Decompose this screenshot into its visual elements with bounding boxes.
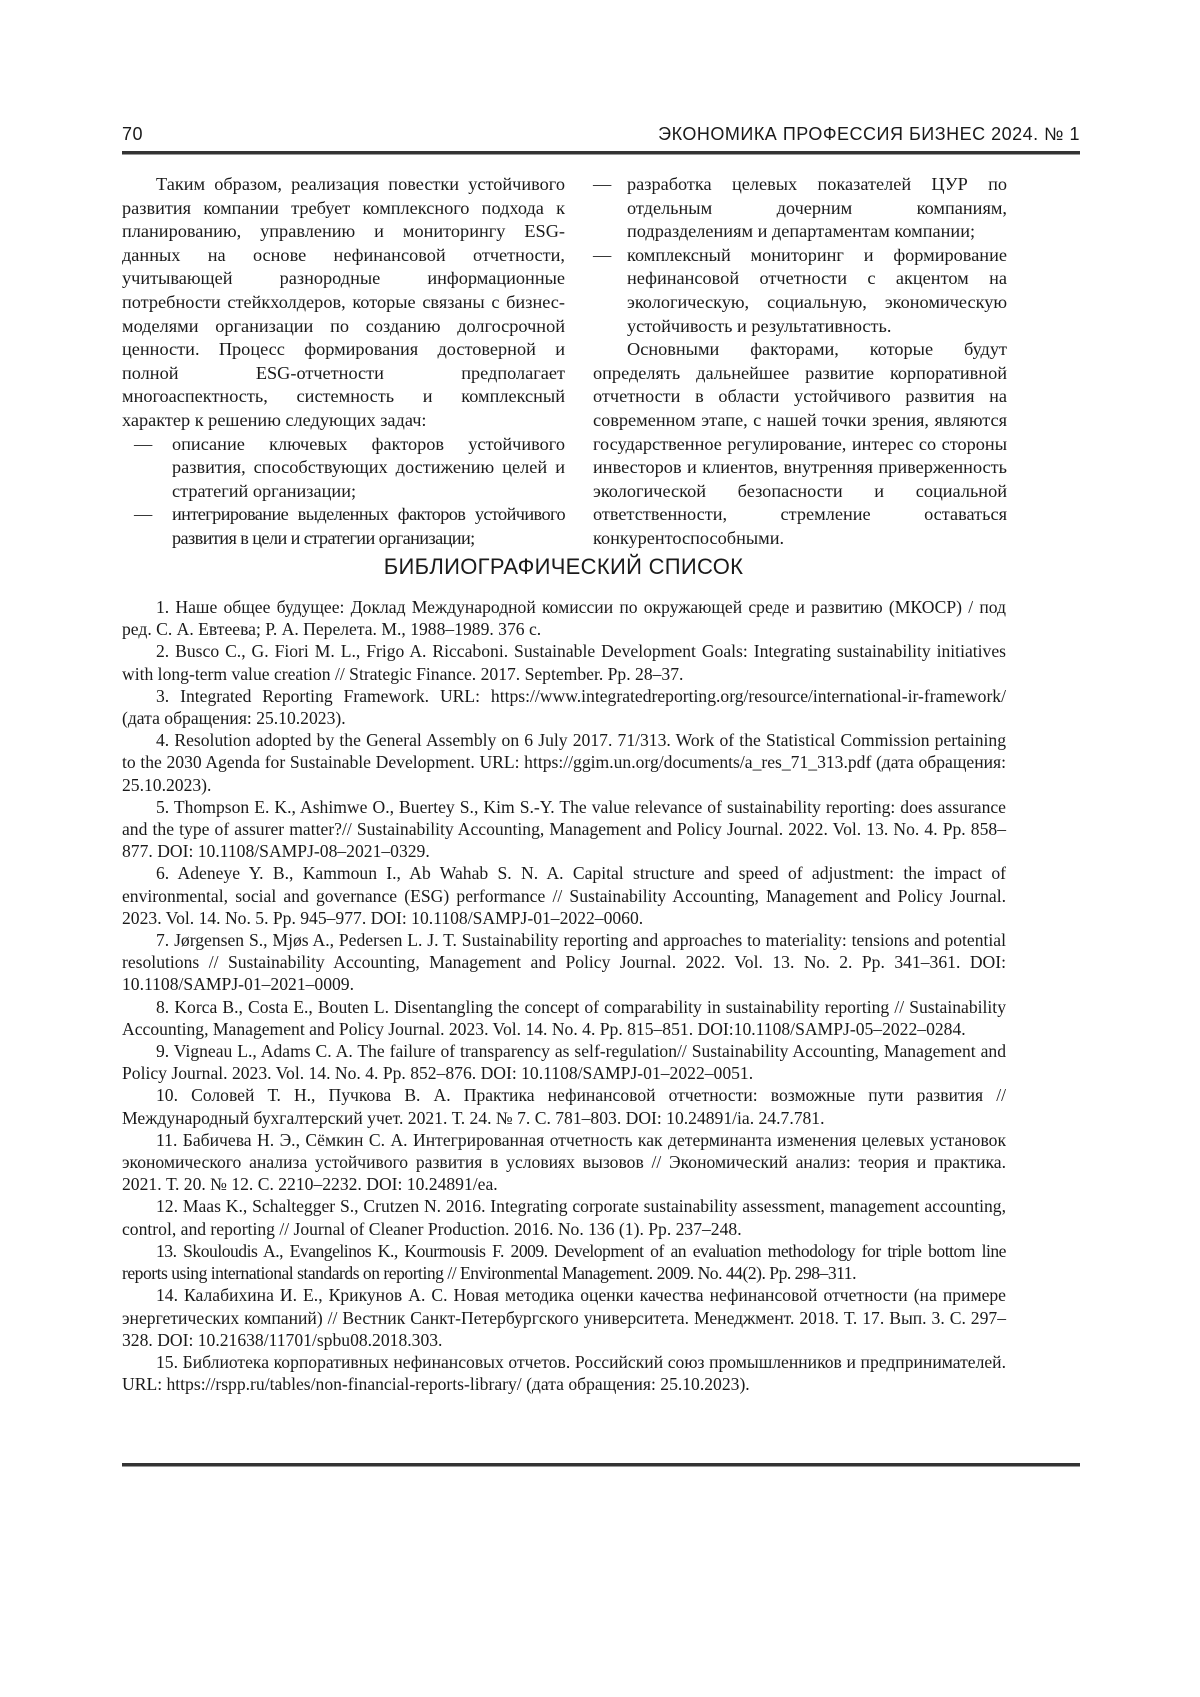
running-header (122, 124, 1080, 150)
dash-bullet: — (593, 244, 611, 268)
reference-item: 1. Наше общее будущее: Доклад Международной комиссии по окружающей среде и развитию (МКОСР) / под ред. С. А. Евтеева; Р. А. Перелета. М., 1988–1989. 376 с. (122, 596, 1006, 640)
right-column (593, 173, 1007, 551)
reference-item: 11. Бабичева Н. Э., Сёмкин С. А. Интегрированная отчетность как детерминанта изменения целевых установок экономического анализа устойчивого развития в условиях вызовов // Экономический анализ: теория и практика. 2021. Т. 20. № 12. С. 2210–2232. DOI: 10.24891/ea. (122, 1129, 1006, 1196)
bibliography-title: БИБЛИОГРАФИЧЕСКИЙ СПИСОК (0, 554, 1127, 580)
reference-list (122, 596, 1006, 1395)
list-item-text: разработка целевых показателей ЦУР по отдельным дочерним компаниям, подразделениям и департаментам компании; (627, 174, 1007, 241)
left-column (122, 173, 565, 551)
body-paragraph: Основными факторами, которые будут определять дальнейшее развитие корпоративной отчетности в области устойчивого развития на современном этапе, с нашей точки зрения, являются государственное регулирование, интерес со стороны инвесторов и клиентов, внутренняя приверженность экологической безопасности и социальной ответственности, стремление оставаться конкурентоспособными. (593, 338, 1007, 550)
page-number: 70 (122, 124, 143, 145)
reference-item: 14. Калабихина И. Е., Крикунов А. С. Новая методика оценки качества нефинансовой отчетности (на примере энергетических компаний) // Вестник Санкт-Петербургского университета. Менеджмент. 2018. Т. 17. Вып. 3. С. 297–328. DOI: 10.21638/11701/spbu08.2018.303. (122, 1284, 1006, 1351)
footer-rule (122, 1463, 1080, 1467)
reference-item: 7. Jørgensen S., Mjøs A., Pedersen L. J. T. Sustainability reporting and approaches to materiality: tensions and potential resolutions // Sustainability Accounting, Management and Policy Journal. 2022. Vol. 13. No. 2. Pp. 341–361. DOI: 10.1108/SAMPJ-01–2021–0009. (122, 929, 1006, 996)
list-item-text: интегрирование выделенных факторов устойчивого развития в цели и стратегии организации; (172, 504, 565, 548)
journal-title: ЭКОНОМИКА ПРОФЕССИЯ БИЗНЕС 2024. № 1 (658, 124, 1080, 145)
list-item-text: комплексный мониторинг и формирование нефинансовой отчетности с акцентом на экологическую, социальную, экономическую устойчивость и результативность. (627, 245, 1007, 336)
list-item-text: описание ключевых факторов устойчивого развития, способствующих достижению целей и стратегий организации; (172, 434, 565, 501)
dash-bullet: — (593, 173, 611, 197)
reference-item: 8. Korca B., Costa E., Bouten L. Disentangling the concept of comparability in sustainability reporting // Sustainability Accounting, Management and Policy Journal. 2023. Vol. 14. No. 4. Pp. 815–851. DOI:10.1108/SAMPJ-05–2022–0284. (122, 996, 1006, 1040)
reference-item: 10. Соловей Т. Н., Пучкова В. А. Практика нефинансовой отчетности: возможные пути развития // Международный бухгалтерский учет. 2021. Т. 24. № 7. С. 781–803. DOI: 10.24891/ia. 24.7.781. (122, 1084, 1006, 1128)
reference-item: 5. Thompson E. K., Ashimwe O., Buertey S., Kim S.-Y. The value relevance of sustainability reporting: does assurance and the type of assurer matter?// Sustainability Accounting, Management and Policy Journal. 2022. Vol. 13. No. 4. Pp. 858–877. DOI: 10.1108/SAMPJ-08–2021–0329. (122, 796, 1006, 863)
body-paragraph: Таким образом, реализация повестки устойчивого развития компании требует комплексного подхода к планированию, управлению и мониторингу ESG-данных на основе нефинансовой отчетности, учитывающей разнородные информационные потребности стейкхолдеров, которые связаны с бизнес-моделями организации по созданию долгосрочной ценности. Процесс формирования достоверной и полной ESG-отчетности предполагает многоаспектность, системность и комплексный характер к решению следующих задач: (122, 173, 565, 433)
header-rule (122, 151, 1080, 155)
reference-item: 9. Vigneau L., Adams C. A. The failure of transparency as self-regulation// Sustainability Accounting, Management and Policy Journal. 2023. Vol. 14. No. 4. Pp. 852–876. DOI: 10.1108/SAMPJ-01–2022–0051. (122, 1040, 1006, 1084)
list-item (593, 173, 1007, 244)
dash-bullet: — (134, 433, 152, 457)
list-item (593, 244, 1007, 338)
reference-item: 2. Busco C., G. Fiori M. L., Frigo A. Riccaboni. Sustainable Development Goals: Integrating sustainability initiatives with long-term value creation // Strategic Finance. 2017. September. Pp. 28–37. (122, 640, 1006, 684)
reference-item: 3. Integrated Reporting Framework. URL: https://www.integratedreporting.org/resource/international-ir-framework/ (дата обращения: 25.10.2023). (122, 685, 1006, 729)
reference-item: 4. Resolution adopted by the General Assembly on 6 July 2017. 71/313. Work of the Statistical Commission pertaining to the 2030 Agenda for Sustainable Development. URL: https://ggim.un.org/documents/a_res_71_313.pdf (дата обращения: 25.10.2023). (122, 729, 1006, 796)
list-item (122, 503, 565, 550)
reference-item: 15. Библиотека корпоративных нефинансовых отчетов. Российский союз промышленников и предпринимателей. URL: https://rspp.ru/tables/non-financial-reports-library/ (дата обращения: 25.10.2023). (122, 1351, 1006, 1395)
dash-bullet: — (134, 503, 152, 527)
reference-item: 13. Skouloudis A., Evangelinos K., Kourmousis F. 2009. Development of an evaluation methodology for triple bottom line reports using international standards on reporting // Environmental Management. 2009. No. 44(2). Pp. 298–311. (122, 1240, 1006, 1284)
reference-item: 6. Adeneye Y. B., Kammoun I., Ab Wahab S. N. A. Capital structure and speed of adjustment: the impact of environmental, social and governance (ESG) performance // Sustainability Accounting, Management and Policy Journal. 2023. Vol. 14. No. 5. Pp. 945–977. DOI: 10.1108/SAMPJ-01–2022–0060. (122, 862, 1006, 929)
reference-item: 12. Maas K., Schaltegger S., Crutzen N. 2016. Integrating corporate sustainability assessment, management accounting, control, and reporting // Journal of Cleaner Production. 2016. No. 136 (1). Pp. 237–248. (122, 1195, 1006, 1239)
list-item (122, 433, 565, 504)
